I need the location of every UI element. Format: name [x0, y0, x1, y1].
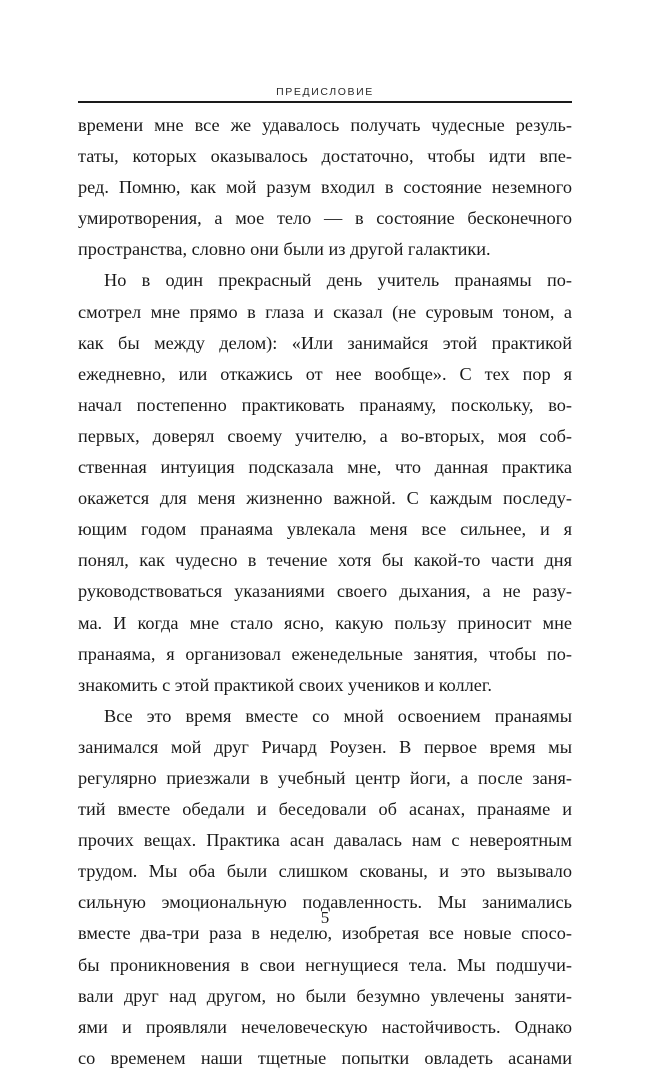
text-line: Но в один прекрасный день учитель пранаямы по- [104, 270, 572, 291]
text-line: начал постепенно практиковать пранаяму, поскольку, во- [78, 394, 572, 415]
text-line: понял, как чудесно в течение хотя бы какой-то части дня [78, 550, 572, 571]
text-line: времени мне все же удавалось получать чудесные резуль- [78, 115, 572, 135]
text-line: вали друг над другом, но были безумно увлечены заняти- [78, 985, 572, 1006]
text-line: сильную эмоциональную подавленность. Мы занимались [78, 892, 572, 913]
text-line: умиротворения, а мое тело — в состояние бесконечного [78, 208, 572, 229]
text-line: прочих вещах. Практика асан давалась нам с невероятным [78, 830, 572, 851]
text-line: пранаяма, я организовал еженедельные занятия, чтобы по- [78, 643, 572, 664]
page-number: 5 [320, 908, 330, 927]
text-line: ежедневно, или откажись от нее вообще». С тех пор я [78, 363, 572, 384]
text-line: таты, которых оказывалось достаточно, чтобы идти впе- [78, 146, 572, 167]
text-line: пространства, словно они были из другой галактики. [78, 239, 491, 260]
text-line: как бы между делом): «Или занимайся этой практикой [78, 332, 572, 353]
text-line: бы проникновения в свои негнущиеся тела. Мы подшучи- [78, 954, 572, 975]
text-line: регулярно приезжали в учебный центр йоги, а после заня- [78, 767, 572, 788]
text-line: занимался мой друг Ричард Роузен. В первое время мы [78, 736, 572, 757]
body-text [78, 110, 572, 1074]
text-line: смотрел мне прямо в глаза и сказал (не суровым тоном, а [78, 301, 572, 322]
text-line: трудом. Мы оба были слишком скованы, и это вызывало [78, 861, 572, 882]
text-line: первых, доверял своему учителю, а во-вторых, моя соб- [78, 425, 572, 446]
text-line: вместе два-три раза в неделю, изобретая все новые спосо- [78, 923, 572, 944]
text-line: ред. Помню, как мой разум входил в состояние неземного [78, 177, 572, 198]
text-line: окажется для меня жизненно важной. С каждым последу- [78, 488, 572, 509]
text-line: тий вместе обедали и беседовали об асанах, пранаяме и [78, 799, 572, 820]
text-line: Все это время вместе со мной освоением пранаямы [104, 705, 572, 726]
text-line: ющим годом пранаяма увлекала меня все сильнее, и я [78, 519, 572, 540]
text-line: со временем наши тщетные попытки овладеть асанами [78, 1047, 572, 1068]
text-line: ственная интуиция подсказала мне, что данная практика [78, 457, 572, 478]
text-line: знакомить с этой практикой своих учеников и коллег. [78, 674, 492, 695]
text-line: руководствоваться указаниями своего дыхания, а не разу- [78, 581, 572, 602]
text-line: ями и проявляли нечеловеческую настойчивость. Однако [78, 1016, 572, 1037]
running-header: ПРЕДИСЛОВИЕ [276, 86, 374, 98]
text-line: ма. И когда мне стало ясно, какую пользу приносит мне [78, 612, 572, 633]
header-rule [78, 101, 572, 103]
